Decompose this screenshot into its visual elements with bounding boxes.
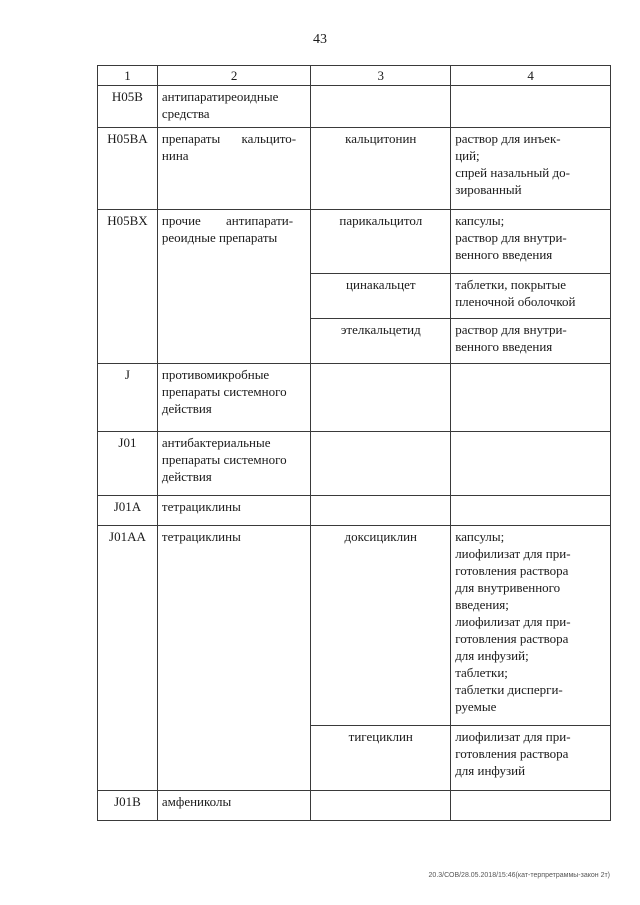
text-line: пленочной оболочкой [455, 294, 576, 309]
dosage-form [451, 128, 611, 210]
atc-code: H05BX [98, 210, 158, 364]
atc-code: J [98, 364, 158, 432]
header-col-3: 3 [311, 66, 451, 86]
text-line: ций; [455, 148, 480, 163]
table-header-row [98, 66, 611, 86]
drug-name: кальцитонин [311, 128, 451, 210]
text-line: антибактериальные [161, 435, 271, 450]
group-name [157, 364, 310, 432]
text-line: таблетки дисперги- [455, 682, 563, 697]
dosage-form [451, 364, 611, 432]
table-row [98, 210, 611, 274]
text-line: раствор для внутри- [455, 230, 567, 245]
drug-name: доксициклин [311, 526, 451, 726]
text-line: амфениколы [161, 794, 232, 809]
text-line: готовления раствора [455, 631, 569, 646]
table-row [98, 496, 611, 526]
text-line: таблетки; [455, 665, 508, 680]
group-name [157, 210, 310, 364]
text-line: для инфузий; [455, 648, 529, 663]
dosage-form [451, 86, 611, 128]
drug-name: тигециклин [311, 726, 451, 791]
dosage-form [451, 791, 611, 821]
text-line: венного введения [455, 247, 553, 262]
text-line: капсулы; [455, 529, 505, 544]
drug-name: цинакальцет [311, 274, 451, 319]
text-line: действия [161, 469, 212, 484]
table-row [98, 86, 611, 128]
text-line: лиофилизат для при- [455, 614, 571, 629]
text-line: противомикробные [161, 367, 270, 382]
dosage-form [451, 274, 611, 319]
group-name [157, 128, 310, 210]
text-line: для инфузий [455, 763, 526, 778]
dosage-form [451, 526, 611, 726]
text-line: прочие антипарати- [161, 213, 294, 228]
group-name [157, 791, 310, 821]
table-row [98, 791, 611, 821]
text-line: препараты системного [161, 384, 287, 399]
drug-name [311, 791, 451, 821]
drug-classification-table [97, 65, 611, 821]
dosage-form [451, 210, 611, 274]
footer-stamp: 20.3/СОВ/28.05.2018/15:46(кат-терпретраммы-закон 2т) [428, 872, 610, 879]
atc-code: J01AA [98, 526, 158, 791]
text-line: препараты кальцито- [161, 131, 297, 146]
text-line: раствор для внутри- [455, 322, 567, 337]
dosage-form [451, 726, 611, 791]
atc-code: J01B [98, 791, 158, 821]
text-line: готовления раствора [455, 746, 569, 761]
text-line: лиофилизат для при- [455, 729, 571, 744]
text-line: таблетки, покрытые [455, 277, 566, 292]
text-line: введения; [455, 597, 509, 612]
header-col-2: 2 [157, 66, 310, 86]
text-line: препараты системного [161, 452, 287, 467]
table-row [98, 526, 611, 726]
table-row [98, 364, 611, 432]
atc-code: J01A [98, 496, 158, 526]
group-name [157, 526, 310, 791]
text-line: действия [161, 401, 212, 416]
drug-name [311, 364, 451, 432]
drug-name: этелкальцетид [311, 319, 451, 364]
table-row [98, 432, 611, 496]
text-line: для внутривенного [455, 580, 561, 595]
atc-code: J01 [98, 432, 158, 496]
text-line: реоидные препараты [161, 230, 278, 245]
group-name [157, 432, 310, 496]
header-col-1: 1 [98, 66, 158, 86]
page-number: 43 [313, 32, 327, 47]
text-line: капсулы; [455, 213, 505, 228]
text-line: спрей назальный до- [455, 165, 570, 180]
text-line: зированный [455, 182, 522, 197]
text-line: нина [161, 148, 189, 163]
drug-name: парикальцитол [311, 210, 451, 274]
header-col-4: 4 [451, 66, 611, 86]
text-line: раствор для инъек- [455, 131, 561, 146]
atc-code: H05B [98, 86, 158, 128]
text-line: венного введения [455, 339, 553, 354]
drug-name [311, 86, 451, 128]
drug-name [311, 432, 451, 496]
text-line: антипаратиреоидные [161, 89, 279, 104]
dosage-form [451, 319, 611, 364]
text-line: средства [161, 106, 210, 121]
group-name [157, 496, 310, 526]
text-line: лиофилизат для при- [455, 546, 571, 561]
drug-name [311, 496, 451, 526]
atc-code: H05BA [98, 128, 158, 210]
text-line: руемые [455, 699, 497, 714]
text-line: тетрациклины [161, 529, 241, 544]
group-name [157, 86, 310, 128]
dosage-form [451, 496, 611, 526]
table-row [98, 128, 611, 210]
dosage-form [451, 432, 611, 496]
text-line: тетрациклины [161, 499, 241, 514]
text-line: готовления раствора [455, 563, 569, 578]
